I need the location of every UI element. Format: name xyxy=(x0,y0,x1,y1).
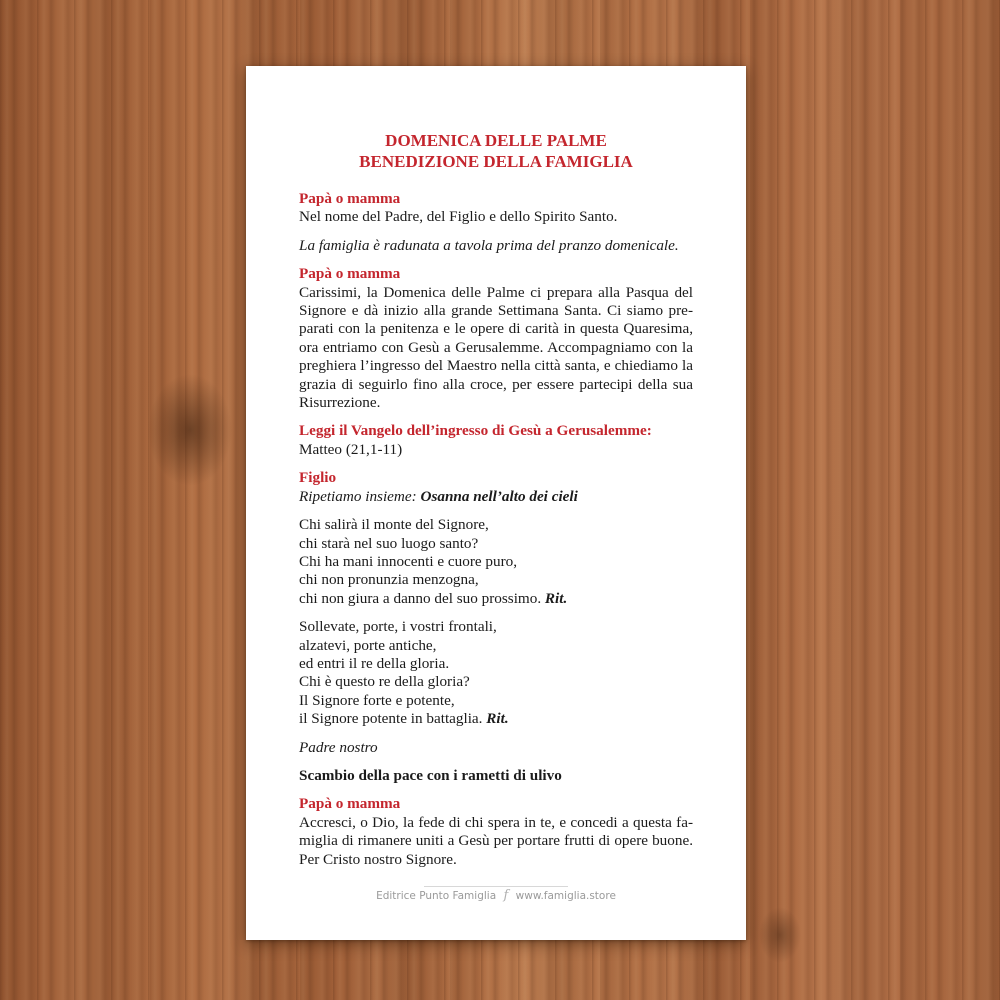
rit-marker: Rit. xyxy=(486,710,509,728)
speaker-label: Papà o mamma xyxy=(299,190,401,207)
footer-divider xyxy=(424,886,568,887)
publisher-name: Editrice Punto Famiglia xyxy=(376,890,497,902)
greeting-text: Nel nome del Padre, del Figlio e dello Spirito Santo. xyxy=(299,208,618,226)
psalm-line-text: chi non giura a danno del suo prossimo. xyxy=(299,589,542,607)
title-line-2: BENEDIZIONE DELLA FAMIGLIA xyxy=(359,152,633,171)
psalm-line: Il Signore forte e potente, xyxy=(299,691,455,709)
card-title xyxy=(299,130,693,172)
card-footer xyxy=(246,888,746,903)
psalm-line xyxy=(299,590,693,608)
psalm-line: Chi ha mani innocenti e cuore puro, xyxy=(299,552,518,570)
psalm-line: chi starà nel suo luogo santo? xyxy=(299,534,479,552)
psalm-line xyxy=(299,710,693,728)
speaker-label: Figlio xyxy=(299,469,337,487)
section-rubric xyxy=(299,237,693,255)
section-peace xyxy=(299,767,693,785)
psalm-stanza-2 xyxy=(299,618,693,728)
our-father-text: Padre nostro xyxy=(299,738,378,756)
section-gospel xyxy=(299,422,693,459)
publisher-logo-icon: f xyxy=(503,888,509,903)
psalm-line: ed entri il re della gloria. xyxy=(299,654,450,672)
section-psalm-intro xyxy=(299,469,693,506)
psalm-line: Chi salirà il monte del Signore, xyxy=(299,516,489,534)
publisher-website: www.famiglia.store xyxy=(515,890,616,902)
psalm-stanza-1 xyxy=(299,516,693,608)
speaker-label: Papà o mamma xyxy=(299,795,401,813)
section-introduction xyxy=(299,265,693,412)
peace-text: Scambio della pace con i rametti di ulivo xyxy=(299,766,562,784)
gospel-reference: Matteo (21,1-11) xyxy=(299,440,403,458)
psalm-line: Sollevate, porte, i vostri frontali, xyxy=(299,618,497,636)
rit-marker: Rit. xyxy=(544,589,568,607)
refrain-line xyxy=(299,488,693,506)
refrain-text: Osanna nell’alto dei cieli xyxy=(420,487,578,505)
refrain-intro: Ripetiamo insieme: xyxy=(299,487,417,505)
section-greeting xyxy=(299,190,693,227)
psalm-line-text: il Signore potente in battaglia. xyxy=(299,710,483,728)
blessing-text: Accresci, o Dio, la fede di chi spera in te, e concedi a questa famiglia di rimanere uniti a Gesù per portare frutti di opere buone. Per Cristo nostro Signore. xyxy=(299,813,693,868)
gospel-heading: Leggi il Vangelo dell’ingresso di Gesù a Gerusalemme: xyxy=(299,422,652,440)
rubric-text: La famiglia è radunata a tavola prima del pranzo domenicale. xyxy=(299,236,679,254)
psalm-line: Chi è questo re della gloria? xyxy=(299,673,470,691)
card-content xyxy=(299,130,693,879)
speaker-label: Papà o mamma xyxy=(299,265,401,283)
introduction-text: Carissimi, la Domenica delle Palme ci prepara alla Pasqua del Signore e dà inizio alla grande Settimana Santa. Ci siamo preparati con la penitenza e le opere di carità in questa Quaresima, ora entriamo con Gesù a Gerusalemme. Accompagniamo con la preghiera l’ingresso del Maestro nella città santa, e chiediamo la grazia di seguirlo fino alla croce, per essere partecipi della sua Risurrezione. xyxy=(299,283,693,412)
section-blessing xyxy=(299,795,693,869)
prayer-card xyxy=(246,66,746,940)
section-our-father xyxy=(299,739,693,757)
title-line-1: DOMENICA DELLE PALME xyxy=(385,131,607,150)
psalm-line: chi non pronunzia menzogna, xyxy=(299,571,479,589)
psalm-line: alzatevi, porte antiche, xyxy=(299,636,437,654)
